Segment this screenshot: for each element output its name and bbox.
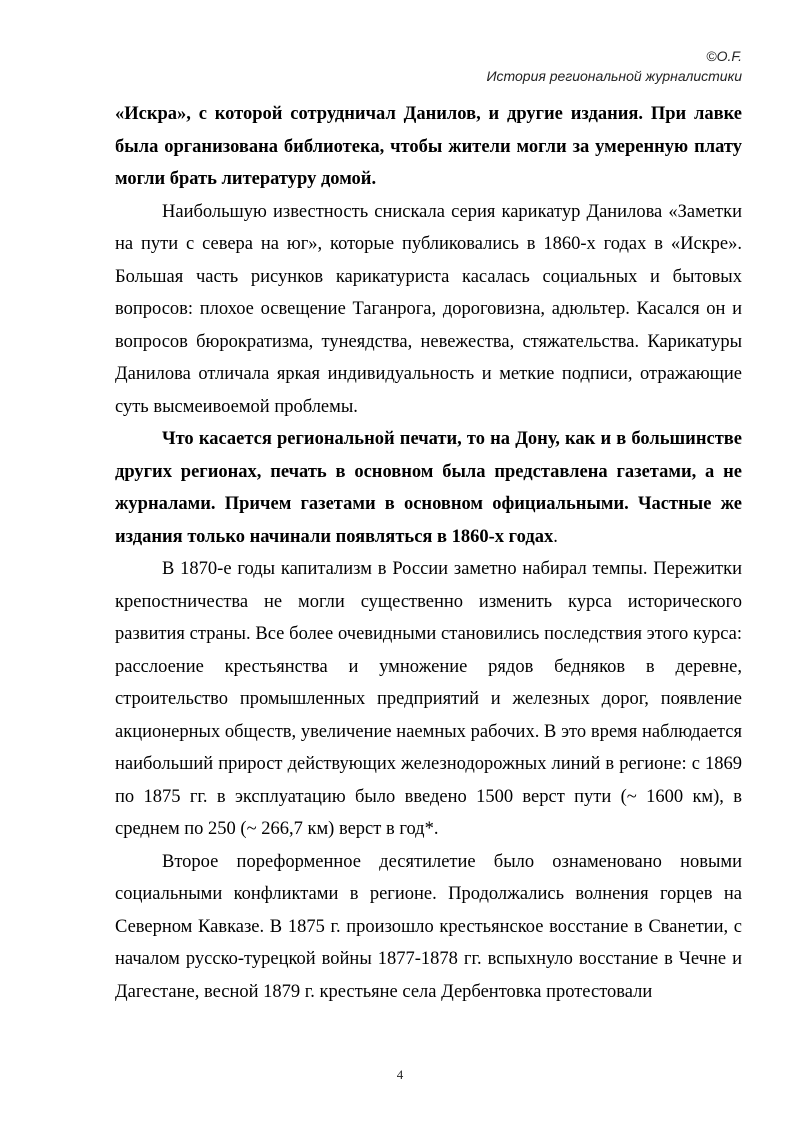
page-body xyxy=(115,98,742,1008)
paragraph-5-text: Второе пореформенное десятилетие было ознаменовано новыми социальными конфликтами в регионе. Продолжались волнения горцев на Северном Кавказе. В 1875 г. произошло крестьянское восстание в Сванетии, с началом русско-турецкой войны 1877-1878 гг. вспыхнуло восстание в Чечне и Дагестане, весной 1879 г. крестьяне села Дербентовка протестовали xyxy=(115,851,742,1002)
paragraph-1 xyxy=(115,98,742,196)
paragraph-3 xyxy=(115,423,742,553)
paragraph-3-trailing: . xyxy=(553,526,558,547)
paragraph-1-text: «Искра», с которой сотрудничал Данилов, и другие издания. При лавке была организована библиотека, чтобы жители могли за умеренную плату могли брать литературу домой. xyxy=(115,104,742,189)
header-course-title: История региональной журналистики xyxy=(486,68,742,84)
paragraph-2 xyxy=(115,196,742,424)
page-number: 4 xyxy=(396,1067,404,1082)
paragraph-3-text: Что касается региональной печати, то на Дону, как и в большинстве других регионах, печать в основном была представлена газетами, а не журналами. Причем газетами в основном официальными. Частные же издания только начинали появляться в 1860-х годах xyxy=(115,429,742,547)
header-author: ©O.F. xyxy=(706,48,742,64)
running-header xyxy=(487,46,743,86)
paragraph-5 xyxy=(115,846,742,1009)
paragraph-4-text: В 1870-е годы капитализм в России заметно набирал темпы. Пережитки крепостничества не могли существенно изменить курса исторического развития страны. Все более очевидными становились последствия этого курса: расслоение крестьянства и умножение рядов бедняков в деревне, строительство промышленных предприятий и железных дорог, появление акционерных обществ, увеличение наемных рабочих. В это время наблюдается наибольший прирост действующих железнодорожных линий в регионе: с 1869 по 1875 гг. в эксплуатацию было введено 1500 верст пути (~ 1600 км), в среднем по 250 (~ 266,7 км) верст в год*. xyxy=(115,559,742,839)
paragraph-4 xyxy=(115,553,742,846)
paragraph-2-text: Наибольшую известность снискала серия карикатур Данилова «Заметки на пути с севера на юг», которые публиковались в 1860-х годах в «Искре». Большая часть рисунков карикатуриста касалась социальных и бытовых вопросов: плохое освещение Таганрога, дороговизна, адюльтер. Касался он и вопросов бюрократизма, тунеядства, невежества, стяжательства. Карикатуры Данилова отличала яркая индивидуальность и меткие подписи, отражающие суть высмеивоемой проблемы. xyxy=(115,201,742,417)
